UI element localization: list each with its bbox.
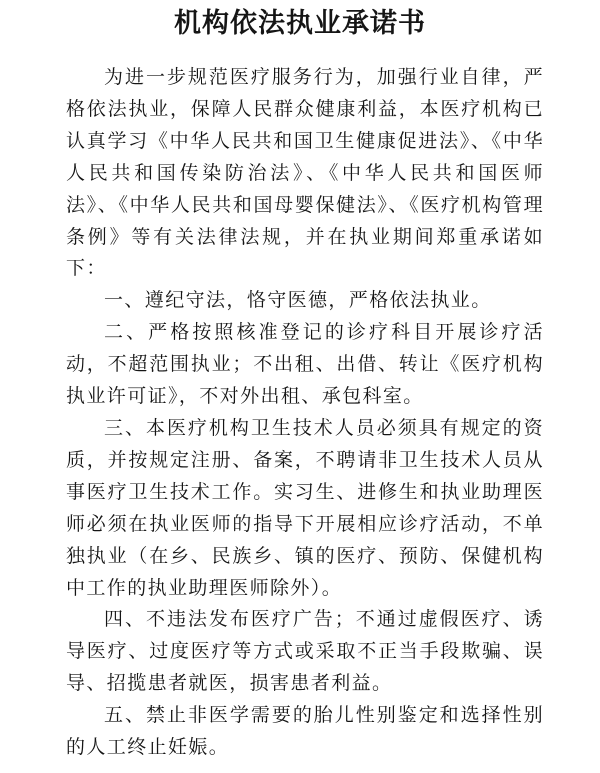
paragraph-item-4: 四、不违法发布医疗广告；不通过虚假医疗、诱导医疗、过度医疗等方式或采取不正当手段欺骗、误导、招揽患者就医，损害患者利益。 bbox=[66, 608, 544, 695]
paragraph-item-5: 五、禁止非医学需要的胎儿性别鉴定和选择性别的人工终止妊娠。 bbox=[66, 704, 544, 759]
document-title: 机构依法执业承诺书 bbox=[174, 8, 426, 39]
document-body bbox=[66, 62, 544, 764]
paragraph-item-3: 三、本医疗机构卫生技术人员必须具有规定的资质，并按规定注册、备案，不聘请非卫生技术人员从事医疗卫生技术工作。实习生、进修生和执业助理医师必须在执业医师的指导下开展相应诊疗活动，不单独执业（在乡、民族乡、镇的医疗、预防、保健机构中工作的执业助理医师除外）。 bbox=[66, 416, 544, 599]
paragraph-item-2: 二、严格按照核准登记的诊疗科目开展诊疗活动，不超范围执业；不出租、出借、转让《医疗机构执业许可证》，不对外出租、承包科室。 bbox=[66, 321, 544, 408]
paragraph-item-1: 一、遵纪守法，恪守医德，严格依法执业。 bbox=[104, 289, 492, 312]
paragraph-preamble: 为进一步规范医疗服务行为，加强行业自律，严格依法执业，保障人民群众健康利益，本医疗机构已认真学习《中华人民共和国卫生健康促进法》、《中华人民共和国传染防治法》、《中华人民共和国医师法》、《中华人民共和国母婴保健法》、《医疗机构管理条例》等有关法律法规，并在执业期间郑重承诺如下： bbox=[66, 66, 544, 280]
